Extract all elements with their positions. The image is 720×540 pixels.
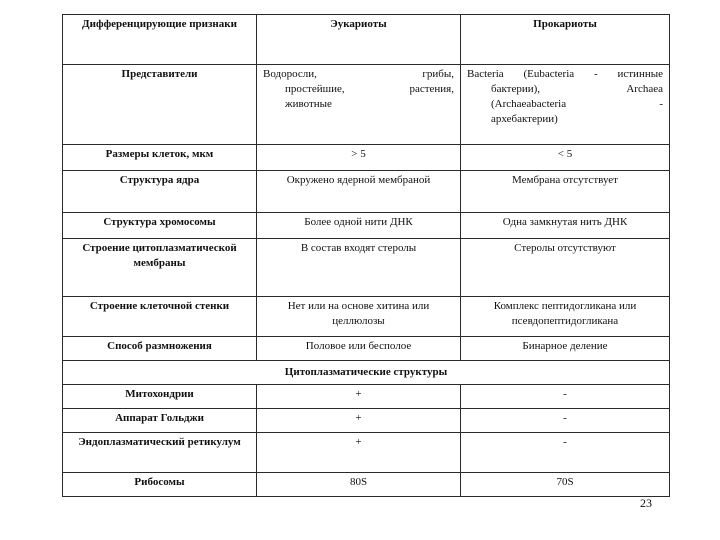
page-number: 23 bbox=[640, 496, 652, 510]
cell-pro-reproduction: Бинарное деление bbox=[461, 337, 670, 361]
cell-pro-nucleus: Мембрана отсутствует bbox=[461, 171, 670, 213]
table-row-golgi bbox=[63, 409, 670, 433]
label-representatives: Представители bbox=[63, 65, 257, 145]
table-header-row bbox=[63, 15, 670, 65]
label-cell-size: Размеры клеток, мкм bbox=[63, 145, 257, 171]
label-membrane: Строение цитоплазматической мембраны bbox=[63, 239, 257, 297]
comparison-table bbox=[62, 14, 670, 497]
table-row-representatives bbox=[63, 65, 670, 145]
cell-euk-nucleus: Окружено ядерной мембраной bbox=[257, 171, 461, 213]
label-cell-wall: Строение клеточной стенки bbox=[63, 297, 257, 337]
label-reproduction: Способ размножения bbox=[63, 337, 257, 361]
table-row-mitochondria bbox=[63, 385, 670, 409]
cell-pro-cell-wall: Комплекс пептидогликана или псевдопептидогликана bbox=[461, 297, 670, 337]
cell-pro-ribosomes: 70S bbox=[461, 473, 670, 497]
table-row-chromosome bbox=[63, 213, 670, 239]
cell-euk-cell-size: > 5 bbox=[257, 145, 461, 171]
euk-rep-line2: простейшие, растения, bbox=[285, 83, 454, 95]
cell-euk-cell-wall: Нет или на основе хитина или целлюлозы bbox=[257, 297, 461, 337]
cell-euk-membrane: В состав входят стеролы bbox=[257, 239, 461, 297]
table-row-reproduction bbox=[63, 337, 670, 361]
table-row-membrane bbox=[63, 239, 670, 297]
cell-euk-golgi: + bbox=[257, 409, 461, 433]
cell-pro-representatives bbox=[461, 65, 670, 145]
label-ribosomes: Рибосомы bbox=[63, 473, 257, 497]
cell-euk-er: + bbox=[257, 433, 461, 473]
label-chromosome: Структура хромосомы bbox=[63, 213, 257, 239]
table-row-er bbox=[63, 433, 670, 473]
header-feature: Дифференцирующие признаки bbox=[63, 15, 257, 65]
table-row-ribosomes bbox=[63, 473, 670, 497]
cell-pro-chromosome: Одна замкнутая нить ДНК bbox=[461, 213, 670, 239]
section-cytoplasmic-structures: Цитоплазматические структуры bbox=[63, 361, 670, 385]
header-eukaryotes: Эукариоты bbox=[257, 15, 461, 65]
table-row-cell-size bbox=[63, 145, 670, 171]
cell-pro-cell-size: < 5 bbox=[461, 145, 670, 171]
label-nucleus: Структура ядра bbox=[63, 171, 257, 213]
label-er: Эндоплазматический ретикулум bbox=[63, 433, 257, 473]
cell-pro-membrane: Стеролы отсутствуют bbox=[461, 239, 670, 297]
cell-euk-representatives bbox=[257, 65, 461, 145]
table-row-cell-wall bbox=[63, 297, 670, 337]
cell-pro-golgi: - bbox=[461, 409, 670, 433]
cell-euk-reproduction: Половое или бесполое bbox=[257, 337, 461, 361]
euk-rep-line1: Водоросли, грибы, bbox=[263, 68, 454, 80]
pro-rep-line3: (Archaeabacteria - bbox=[491, 98, 663, 110]
pro-rep-line2: бактерии), Archaea bbox=[491, 83, 663, 95]
table-section-row bbox=[63, 361, 670, 385]
pro-rep-line1: Bacteria (Eubacteria - истинные bbox=[467, 68, 663, 80]
table-row-nucleus bbox=[63, 171, 670, 213]
label-mitochondria: Митохондрии bbox=[63, 385, 257, 409]
header-prokaryotes: Прокариоты bbox=[461, 15, 670, 65]
cell-pro-mitochondria: - bbox=[461, 385, 670, 409]
pro-rep-line4: архебактерии) bbox=[491, 113, 558, 125]
euk-rep-line3: животные bbox=[285, 98, 332, 110]
label-golgi: Аппарат Гольджи bbox=[63, 409, 257, 433]
cell-euk-ribosomes: 80S bbox=[257, 473, 461, 497]
cell-pro-er: - bbox=[461, 433, 670, 473]
cell-euk-chromosome: Более одной нити ДНК bbox=[257, 213, 461, 239]
cell-euk-mitochondria: + bbox=[257, 385, 461, 409]
